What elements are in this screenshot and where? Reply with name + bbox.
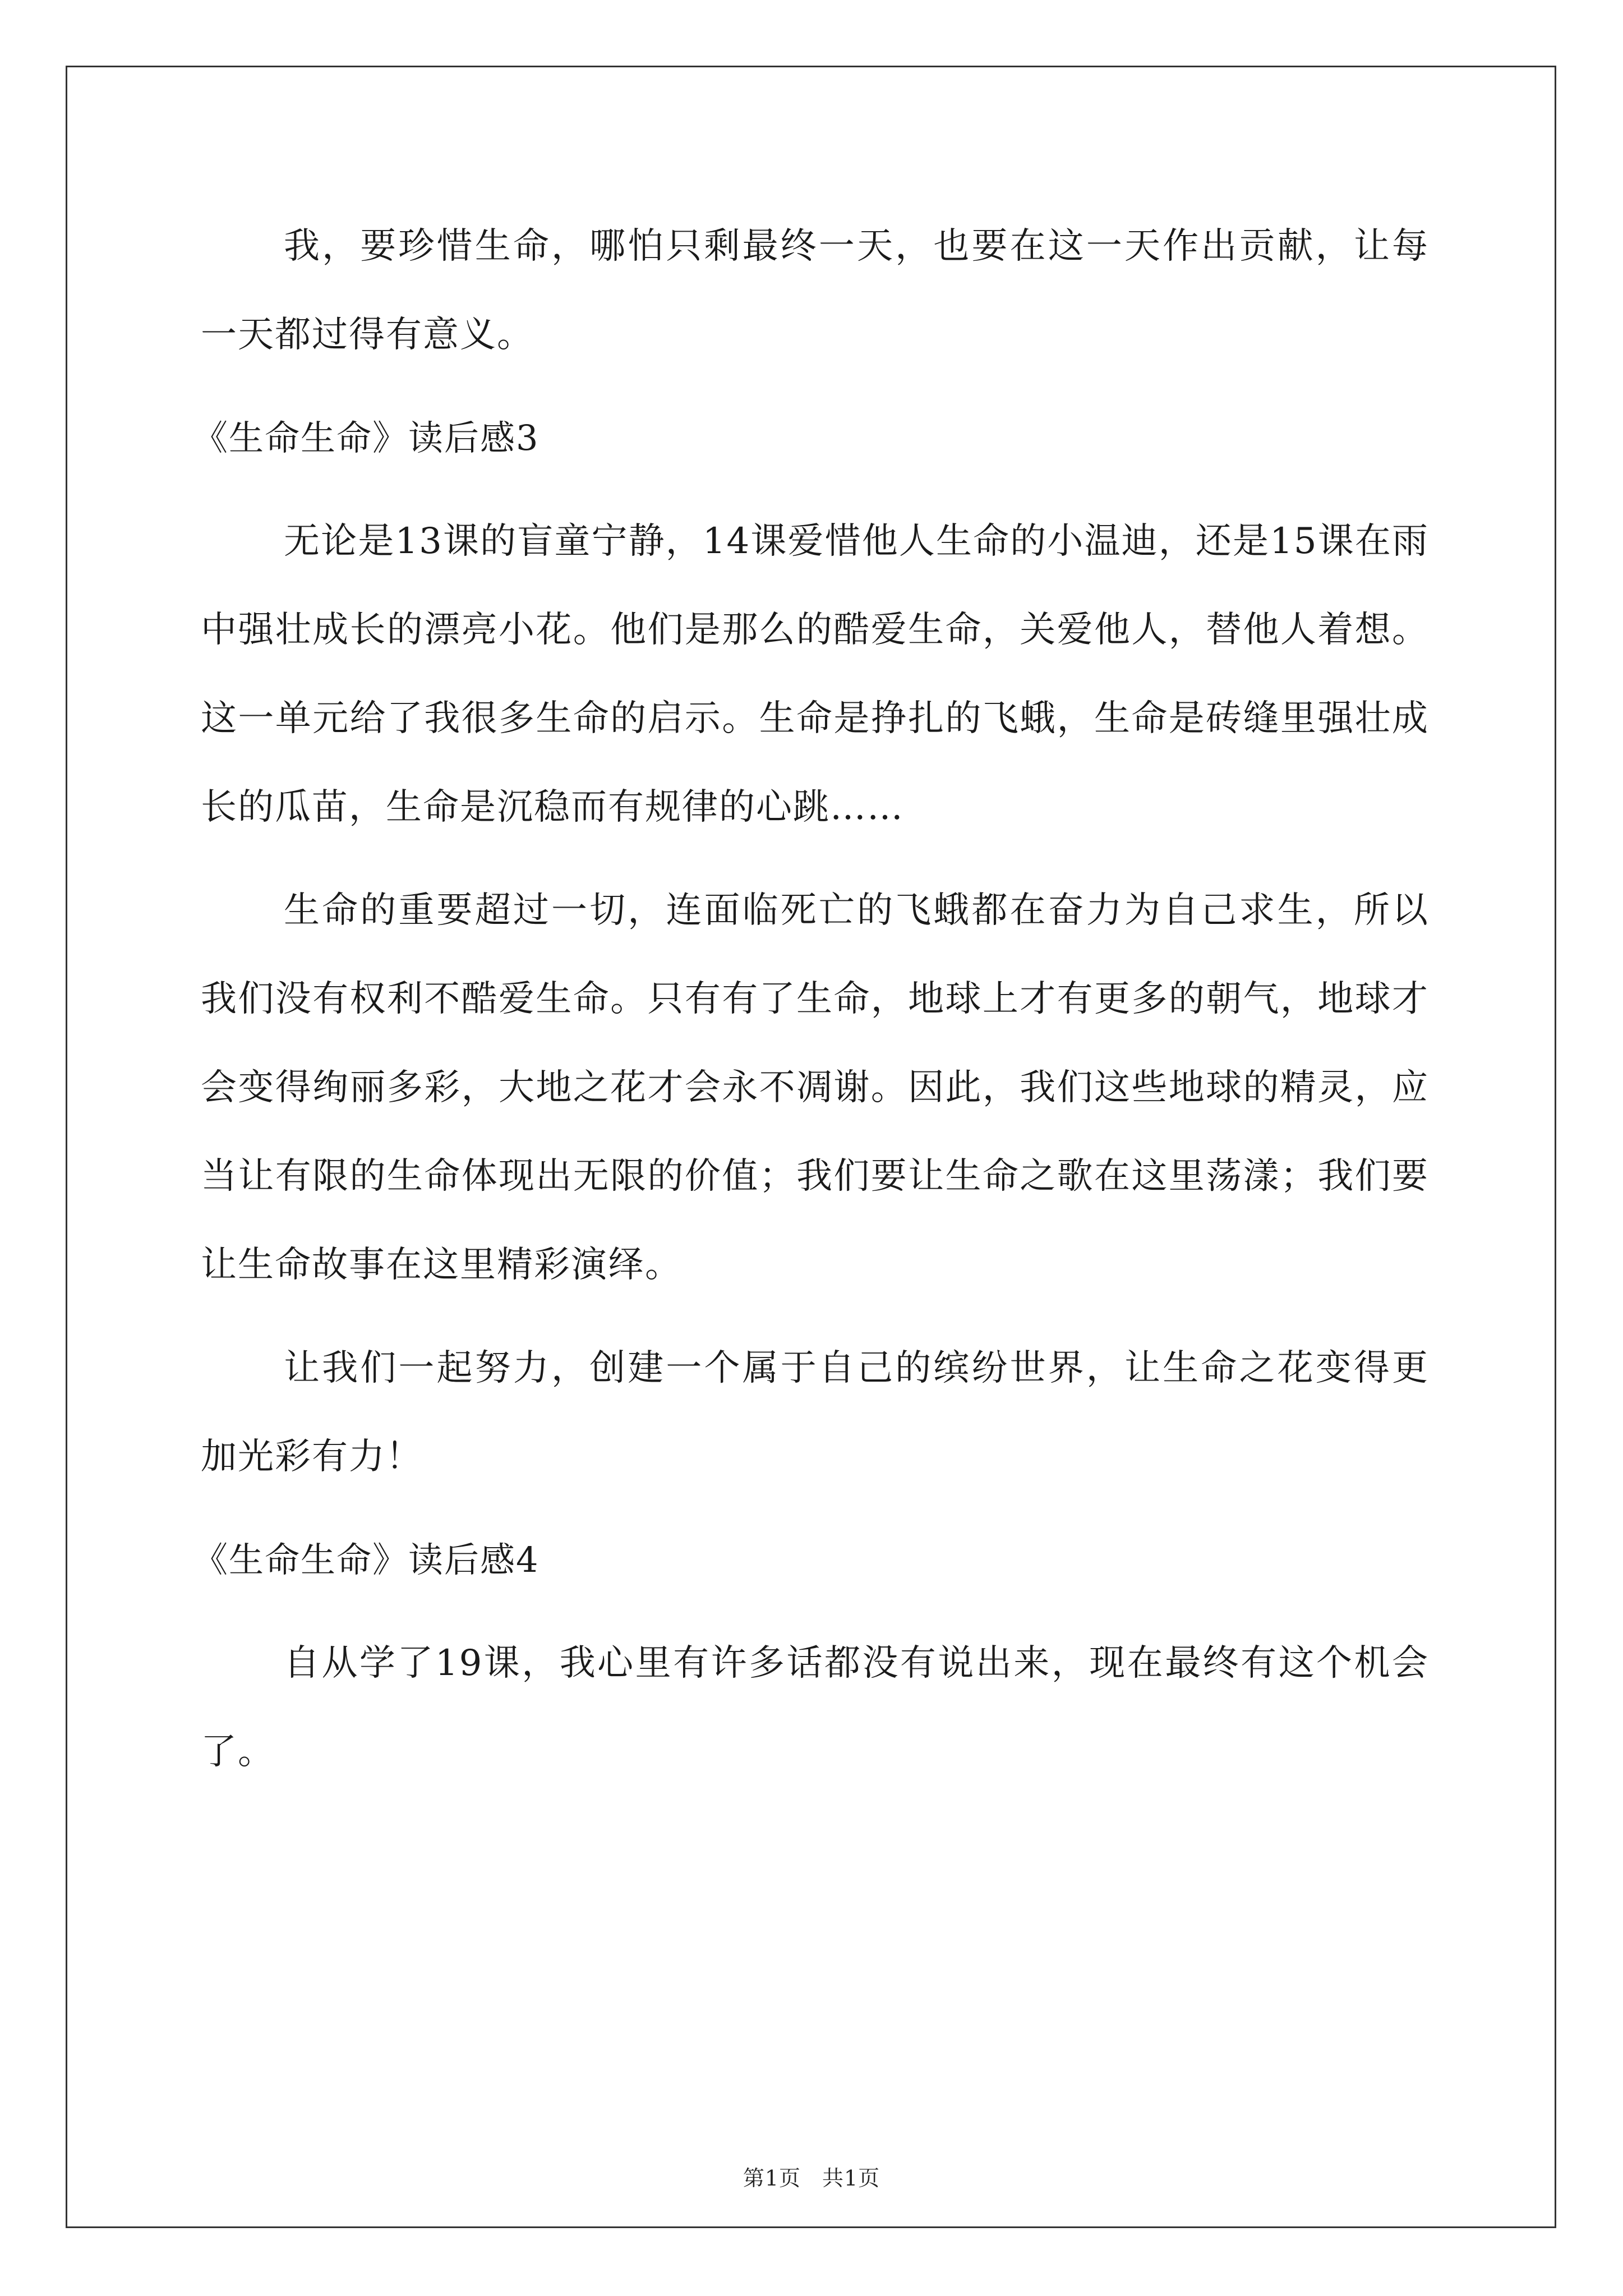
- page-number-current: 第1页: [743, 2166, 801, 2191]
- paragraph-4: 让我们一起努力，创建一个属于自己的缤纷世界，让生命之花变得更加光彩有力！: [201, 1347, 1429, 1478]
- section-heading-4: 《生命生命》读后感4: [193, 1539, 540, 1580]
- document-body: [193, 202, 1429, 1796]
- paragraph-2: 无论是13课的盲童宁静，14课爱惜他人生命的小温迪，还是15课在雨中强壮成长的漂亮小花。他们是那么的酷爱生命，关爱他人，替他人着想。这一单元给了我很多生命的启示。生命是挣扎的飞蛾，生命是砖缝里强壮成长的瓜苗，生命是沉稳而有规律的心跳……: [201, 521, 1429, 828]
- spacer: [201, 379, 1429, 394]
- spacer: [201, 1501, 1429, 1516]
- section-heading-3: 《生命生命》读后感3: [193, 417, 540, 458]
- spacer: [201, 852, 1429, 866]
- paragraph-5: 自从学了19课，我心里有许多话都没有说出来，现在最终有这个机会了。: [201, 1642, 1429, 1773]
- spacer: [201, 1309, 1429, 1324]
- spacer: [201, 482, 1429, 497]
- paragraph-3: 生命的重要超过一切，连面临死亡的飞蛾都在奋力为自己求生，所以我们没有权利不酷爱生命。只有有了生命，地球上才有更多的朝气，地球才会变得绚丽多彩，大地之花才会永不凋谢。因此，我们这些地球的精灵，应当让有限的生命体现出无限的价值；我们要让生命之歌在这里荡漾；我们要让生命故事在这里精彩演绎。: [201, 890, 1429, 1286]
- page-footer: [0, 2161, 1623, 2192]
- paragraph-1: 我，要珍惜生命，哪怕只剩最终一天，也要在这一天作出贡献，让每一天都过得有意义。: [201, 226, 1429, 356]
- page-number-total: 共1页: [822, 2166, 880, 2191]
- spacer: [201, 1604, 1429, 1619]
